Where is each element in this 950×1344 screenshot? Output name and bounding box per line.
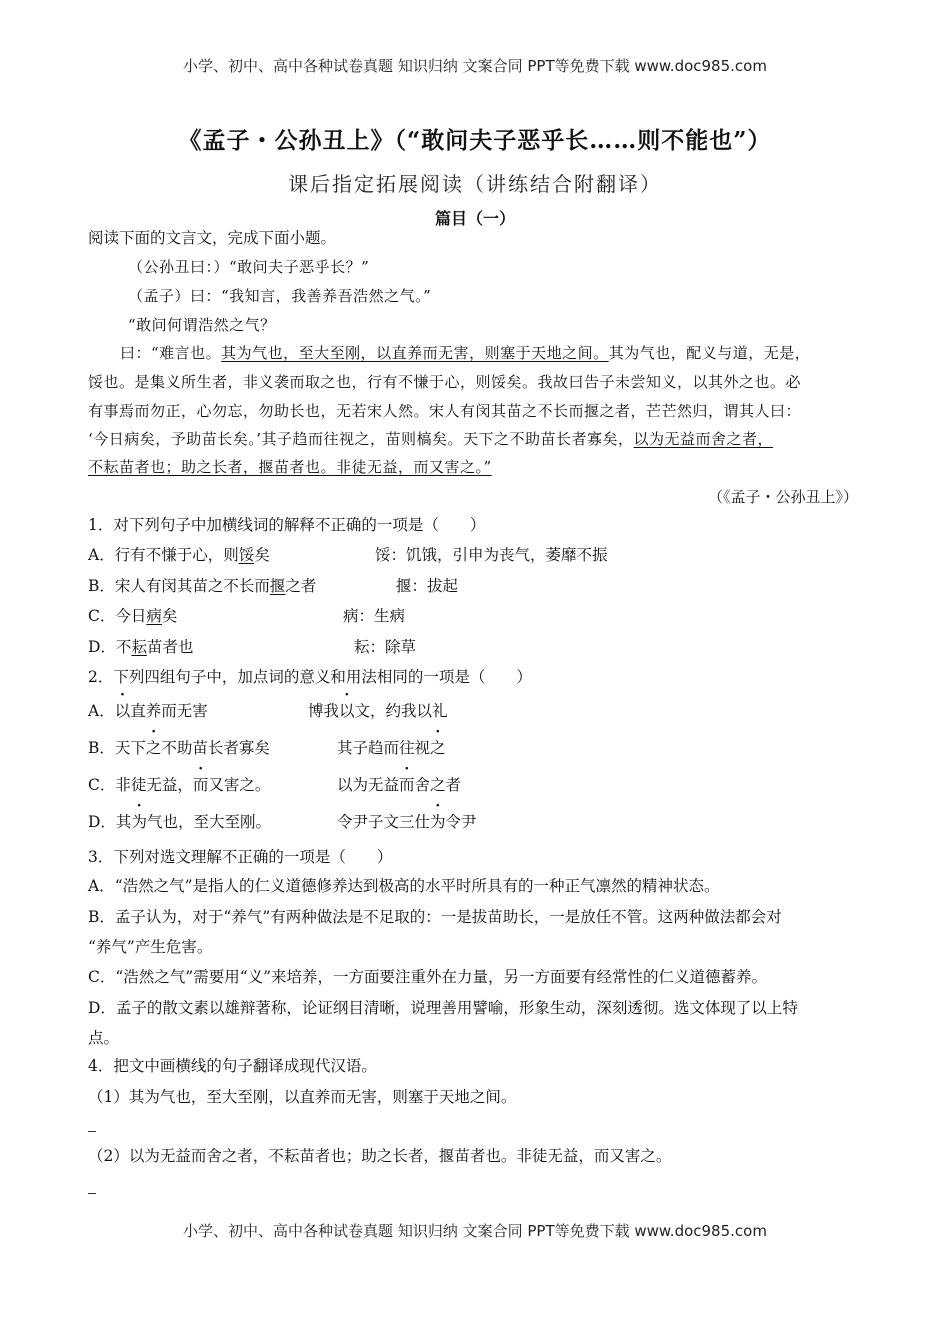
underlined-word: 揠 <box>269 577 286 595</box>
option-text: 苗者也 <box>146 638 194 656</box>
q3-option-d-continued: 点。 <box>88 1029 120 1047</box>
option-text: C．今日 <box>88 607 147 625</box>
option-text: 不助苗长者寡矣 <box>161 739 270 757</box>
passage-text: 其为气也，配义与道，无是， <box>608 344 811 362</box>
dotted-word: 以 <box>114 702 131 720</box>
option-text: 以为无益 <box>337 776 400 794</box>
option-text: 文，约我以礼 <box>354 702 448 720</box>
option-text: 又害之。 <box>208 776 271 794</box>
q2-option-c-pair <box>337 775 461 795</box>
option-text: 矣 <box>254 546 270 564</box>
option-text: D．其 <box>88 813 132 831</box>
passage-line-5: 馁也。是集义所生者，非义袭而取之也，行有不慊于心，则馁矣。我故曰告子未尝知义，以其外之也。必 <box>88 373 802 391</box>
q1-option-d-explanation: 耘：除草 <box>354 638 417 656</box>
answer-blank-2[interactable] <box>88 1193 96 1194</box>
q1-option-d[interactable] <box>88 637 193 657</box>
option-text: C．非徒无益， <box>88 776 193 794</box>
passage-line-1: （公孙丑曰：）“敢问夫子恶乎长？” <box>128 258 370 276</box>
q3-option-d[interactable]: D．孟子的散文素以雄辩著称，论证纲目清晰，说理善用譬喻，形象生动，深刻透彻。选文体现了以上特 <box>88 999 798 1017</box>
passage-text: ‘今日病矣，予助苗长矣。’其子趋而往视之，苗则槁矣。天下之不助苗长者寡矣， <box>88 430 634 448</box>
section-heading: 篇目（一） <box>434 209 515 228</box>
header-banner: 小学、初中、高中各种试卷真题 知识归纳 文案合同 PPT等免费下载 www.doc985.com <box>183 57 767 75</box>
q4-sentence-2: （2）以为无益而舍之者，不耘苗者也；助之长者，揠苗者也。非徒无益，而又害之。 <box>88 1147 672 1165</box>
page-title: 《孟子・公孙丑上》（“敢问夫子恶乎长……则不能也”） <box>178 127 772 154</box>
option-text: A． <box>88 702 115 720</box>
passage-line-2: （孟子）曰：“我知言，我善养吾浩然之气。” <box>128 287 432 305</box>
q2-option-d[interactable] <box>88 812 271 832</box>
underlined-word: 馁 <box>238 546 255 564</box>
q1-option-a-explanation: 馁：饥饿，引申为丧气，萎靡不振 <box>375 546 608 564</box>
q3-option-c[interactable]: C．“浩然之气”需要用“义”来培养，一方面要注重外在力量，另一方面要有经常性的仁义道德蓄养。 <box>88 968 768 986</box>
footer-banner: 小学、初中、高中各种试卷真题 知识归纳 文案合同 PPT等免费下载 www.doc985.com <box>183 1222 767 1240</box>
passage-line-6: 有事焉而勿正，心勿忘，勿助长也，无若宋人然。宋人有闵其苗之不长而揠之者，芒芒然归，谓其人曰： <box>88 402 802 420</box>
option-text: 气也，至大至刚。 <box>146 813 271 831</box>
underlined-word: 耘 <box>131 638 147 656</box>
q1-option-b-explanation: 揠：拔起 <box>396 577 459 595</box>
q3-option-b-continued: “养气”产生危害。 <box>88 938 213 956</box>
q4-sentence-1: （1）其为气也，至大至刚，以直养而无害，则塞于天地之间。 <box>88 1088 517 1106</box>
q1-option-b[interactable] <box>88 576 316 596</box>
option-text: 博我 <box>308 702 340 720</box>
option-text: B．宋人有闵其苗之不长而 <box>88 577 270 595</box>
passage-line-4 <box>120 343 810 363</box>
instruction: 阅读下面的文言文，完成下面小题。 <box>88 229 337 247</box>
q2-option-c[interactable] <box>88 775 270 795</box>
option-text: 舍之者 <box>414 776 462 794</box>
passage-line-7 <box>88 429 773 449</box>
dotted-word: 而 <box>399 776 415 794</box>
q2-option-b[interactable] <box>88 738 270 758</box>
option-text: 之者 <box>285 577 317 595</box>
dotted-word: 而 <box>192 776 209 794</box>
dotted-word: 为 <box>131 813 147 831</box>
q2-option-d-pair <box>337 812 477 832</box>
option-text: 令尹 <box>445 813 477 831</box>
option-text: 直养而无害 <box>130 702 208 720</box>
source-citation: （《孟子・公孙丑上》） <box>707 488 858 506</box>
answer-blank-1[interactable] <box>88 1131 96 1132</box>
q1-stem: 1．对下列句子中加横线词的解释不正确的一项是（ ） <box>88 516 486 534</box>
option-text: B．天下 <box>88 739 146 757</box>
q1-option-c-explanation: 病：生病 <box>343 607 406 625</box>
q3-option-a[interactable]: A．“浩然之气”是指人的仁义道德修养达到极高的水平时所具有的一种正气凛然的精神状态。 <box>88 877 720 895</box>
passage-line-8 <box>88 457 492 477</box>
dotted-word: 以 <box>339 702 355 720</box>
option-text: 其子趋而往视 <box>337 739 431 757</box>
q2-option-b-pair <box>337 738 446 758</box>
q4-stem: 4．把文中画横线的句子翻译成现代汉语。 <box>88 1057 377 1075</box>
option-text: D．不 <box>88 638 132 656</box>
option-text: 令尹子文三仕 <box>337 813 431 831</box>
underlined-sentence-1: 其为气也，至大至刚，以直养而无害，则塞于天地之间。 <box>221 344 609 362</box>
q1-option-a[interactable] <box>88 545 270 565</box>
dotted-word: 之 <box>430 739 446 757</box>
option-text: 矣 <box>161 607 178 625</box>
underlined-sentence-2a: 以为无益而舍之者， <box>633 430 774 448</box>
q1-option-c[interactable] <box>88 606 177 626</box>
q2-stem: 2．下列四组句子中，加点词的意义和用法相同的一项是（ ） <box>88 668 532 686</box>
q3-option-b[interactable]: B．孟子认为，对于“养气”有两种做法是不足取的：一是拔苗助长，一是放任不管。这两种做法都会对 <box>88 908 782 926</box>
q3-stem: 3．下列对选文理解不正确的一项是（ ） <box>88 848 393 866</box>
option-text: A．行有不慊于心，则 <box>88 546 239 564</box>
underlined-word: 病 <box>146 607 162 625</box>
page-subtitle: 课后指定拓展阅读（讲练结合附翻译） <box>288 172 662 196</box>
underlined-sentence-2b: 不耘苗者也；助之长者，揠苗者也。非徒无益，而又害之。” <box>88 458 492 476</box>
passage-text: 曰：“难言也。 <box>120 344 222 362</box>
dotted-word: 之 <box>145 739 162 757</box>
q2-option-a[interactable] <box>88 701 208 721</box>
dotted-word: 为 <box>430 813 446 831</box>
q2-option-a-pair <box>308 701 448 721</box>
passage-line-3: “敢问何谓浩然之气？ <box>128 316 276 334</box>
